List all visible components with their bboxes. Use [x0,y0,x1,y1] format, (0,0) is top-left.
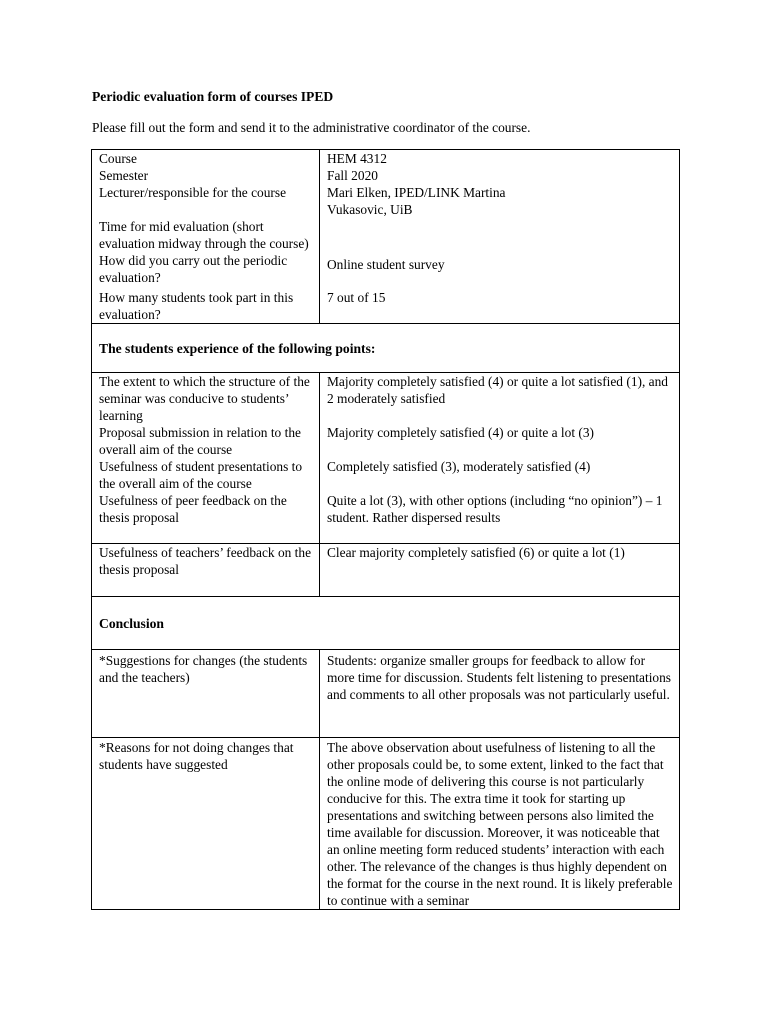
experience-label: Proposal submission in relation to the overall aim of the course [92,424,320,458]
conclusion-row [92,650,680,738]
experience-row [92,492,680,544]
experience-label: Usefulness of peer feedback on the thesis proposal [92,492,320,544]
experience-heading: The students experience of the following points: [92,324,680,373]
conclusion-label: *Reasons for not doing changes that students have suggested [92,738,320,910]
conclusion-row [92,738,680,910]
evaluation-form-table [91,149,680,910]
document-intro: Please fill out the form and send it to the administrative coordinator of the course. [92,120,531,135]
conclusion-value: The above observation about usefulness of listening to all the other proposals could be, to some extent, linked to the fact that the online mode of delivering this course is not particularly conducive for this. The extra time it took for starting up presentations and switching between persons also limited the time available for discussion. Moreover, it was noticeable that an online meeting form reduced students’ interaction with each other. The relevance of the changes is thus highly dependent on the format for the course in the next round. It is likely preferable to continue with a seminar [320,738,680,910]
experience-value: Clear majority completely satisfied (6) or quite a lot (1) [320,544,680,597]
experience-value: Quite a lot (3), with other options (including “no opinion”) – 1 student. Rather dispersed results [320,492,680,544]
info-value: Online student survey [320,252,680,286]
conclusion-label: *Suggestions for changes (the students and the teachers) [92,650,320,738]
document-title: Periodic evaluation form of courses IPED [92,89,334,104]
experience-row [92,544,680,597]
conclusion-heading-row [92,597,680,650]
conclusion-value: Students: organize smaller groups for feedback to allow for more time for discussion. Students felt listening to presentations and comments to all other proposals was not particularly useful. [320,650,680,738]
experience-label: Usefulness of student presentations to the overall aim of the course [92,458,320,492]
info-row-mid-evaluation [92,218,680,252]
info-row-participants [92,286,680,324]
experience-row [92,373,680,425]
conclusion-heading: Conclusion [92,597,680,650]
info-value: Mari Elken, IPED/LINK Martina Vukasovic, UiB [320,184,680,218]
experience-row [92,458,680,492]
info-row-method [92,252,680,286]
experience-value: Completely satisfied (3), moderately satisfied (4) [320,458,680,492]
experience-row [92,424,680,458]
info-label: Lecturer/responsible for the course [92,184,320,218]
info-value: 7 out of 15 [320,286,680,324]
experience-label: Usefulness of teachers’ feedback on the thesis proposal [92,544,320,597]
experience-value: Majority completely satisfied (4) or quite a lot (3) [320,424,680,458]
info-row-lecturer [92,184,680,218]
experience-label: The extent to which the structure of the seminar was conducive to students’ learning [92,373,320,425]
info-label: Course [92,150,320,168]
info-row-semester [92,167,680,184]
info-value: Fall 2020 [320,167,680,184]
info-value: HEM 4312 [320,150,680,168]
info-value [320,218,680,252]
experience-value: Majority completely satisfied (4) or quite a lot satisfied (1), and 2 moderately satisfied [320,373,680,425]
info-row-course [92,150,680,168]
experience-heading-row [92,324,680,373]
info-label: Semester [92,167,320,184]
info-label: How many students took part in this evaluation? [92,286,320,324]
info-label: How did you carry out the periodic evaluation? [92,252,320,286]
info-label: Time for mid evaluation (short evaluation midway through the course) [92,218,320,252]
